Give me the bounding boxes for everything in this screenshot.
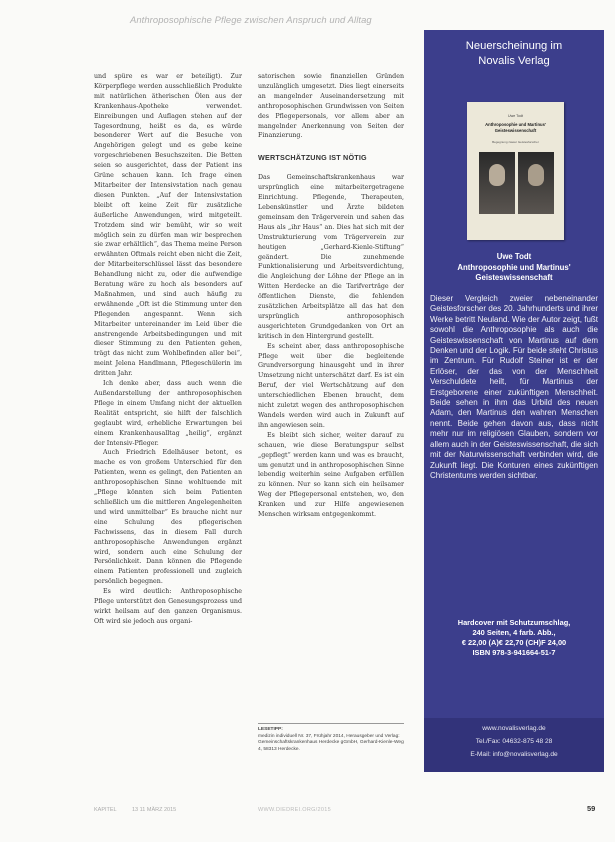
portrait-right bbox=[518, 152, 554, 214]
book-cover-image bbox=[467, 102, 564, 240]
portrait-left bbox=[479, 152, 515, 214]
running-title: Anthroposophische Pflege zwischen Anspruch und Alltag bbox=[130, 14, 372, 25]
page-header bbox=[0, 4, 615, 32]
cover-subtitle: Begegnung zweier Geistesforscher bbox=[492, 140, 539, 144]
ad-headline-line2: Novalis Verlag bbox=[478, 55, 550, 67]
website-link[interactable]: www.novalisverlag.de bbox=[482, 725, 546, 732]
reading-tip bbox=[258, 723, 404, 753]
spec-pages: 240 Seiten, 4 farb. Abb., bbox=[472, 628, 556, 637]
page-number: 59 bbox=[587, 804, 596, 813]
book-advertisement bbox=[424, 30, 604, 772]
article-paragraph: Das Gemeinschaftskrankenhaus war ursprünglich eine mitarbeitergetragene Einrichtung. Pflegende, Therapeuten, Lebenskünstler und Ärzte bildeten gemeinsam den Trägerverein und sahen das Haus als „ihr Haus“ an. Dies hat sich mit der Umstrukturierung vom Trägerverein zur heutigen „Gerhard-Kienle-Stiftung“ geändert. Die zunehmende Funktionalisierung und Arbeitsverdichtung, die Angleichung der Löhne der Pflege an in Witten Herdecke an die Tarifverträge der öffentlichen Dienste, die fehlenden zusätzlichen Arbeitsplätze all das hat den ursprünglich anthroposophisch ausgerichteten Grundgedanken von Ort an kritisch in den Hintergrund gestellt. bbox=[258, 174, 404, 340]
spec-price: € 22,00 (A)€ 22,70 (CH)F 24,00 bbox=[461, 638, 567, 647]
spec-binding: Hardcover mit Schutzumschlag, bbox=[457, 618, 571, 627]
article-paragraph: Es wird deutlich: Anthroposophische Pflege unterstützt den Genesungsprozess und wirkt heilsam auf den ganzen Organismus. Oft wird sie jedoch aus organi- bbox=[94, 588, 242, 625]
ad-headline bbox=[424, 39, 604, 69]
contact-bar bbox=[424, 718, 604, 772]
page-footer bbox=[0, 803, 615, 823]
article-paragraph: Es scheint aber, dass anthroposophische Pflege weit über die begleitende Grundversorgung hinausgeht und in ihrer Umsetzung nicht unterschätzt darf. Es ist ein Beruf, der viel Wertschätzung auf den unterschiedlichen Ebenen braucht, dem nicht zuletzt wegen des anthroposophischen Wandels werden wird auch in Zukunft auf ihn angewiesen sein. bbox=[258, 342, 404, 429]
spec-isbn: ISBN 978-3-941664-51-7 bbox=[472, 648, 556, 657]
article-column-left bbox=[94, 72, 242, 627]
article-column-middle bbox=[258, 72, 404, 520]
cover-title: Anthroposophie und Martinus' Geisteswissenschaft bbox=[485, 122, 546, 133]
phone-fax: Tel./Fax: 04632-875 48 28 bbox=[475, 738, 553, 745]
book-blurb: Dieser Vergleich zweier nebeneinander Geistesforscher des 20. Jahrhunderts und ihrer Werke betritt Neuland. Wie der Autor zeigt, fußt sowohl die Anthroposophie als auch die Geisteswissenschaft von Martinus auf dem Denken und der Logik. Für beide steht Christus im Zentrum. Für Rudolf Steiner ist er der Erlöser, der das von der Menschheit Verschuldete heilt, für Martinus der Erstgeborene einer zukünftigen Menschheit. Beide sehen in ihm das Urbild des neuen Adam, den Martinus den wahren Menschen nennt. Beide gehen davon aus, dass nicht mehr nur im religiösen Glauben, sondern vor allem auch in der Geisteswissenschaft, die sich mit der Naturwissenschaft verbinden wird, die Zukunft liegt. Die Konturen eines zukünftigen Christentums werden sichtbar. bbox=[430, 294, 598, 480]
email-link[interactable]: E-Mail: info@novalisverlag.de bbox=[470, 751, 558, 758]
book-specs bbox=[424, 618, 604, 658]
section-heading: WERTSCHÄTZUNG IST NÖTIG bbox=[258, 153, 367, 163]
reading-tip-text: medizin individuell Nr. 37, Frühjahr 2014, Herausgeber und Verlag: Gemeinschaftskrankenhaus Herdecke gGmbH, Gerhard-Kienle-Weg 4, 58313 Herdecke. bbox=[258, 733, 404, 752]
ad-headline-line1: Neuerscheinung im bbox=[465, 40, 563, 52]
article-paragraph: Ich denke aber, dass auch wenn die Außendarstellung der anthroposophischen Pflege in einem Umfang nicht der aktuellen Realität entspricht, sie hilft der falschlich geglaubt wird, erhebliche Erwartungen bei einem Krankenhausalltag „heilig“, ergänzt der Intensiv-Pfleger. bbox=[94, 380, 242, 447]
book-author: Uwe Todt bbox=[496, 252, 532, 261]
article-paragraph: satorischen sowie finanziellen Gründen unzulänglich umgesetzt. Dies liegt einerseits an mangelnder Auseinandersetzung mit anthroposophischen Grundwissen von Seiten des Pflegepersonals, vor allem aber an mangelnder Anerkennung von Seiten der Finanzierung. bbox=[258, 73, 404, 140]
footer-website: WWW.DIEDREI.ORG/2015 bbox=[258, 807, 331, 813]
face-right bbox=[528, 164, 544, 186]
reading-tip-title: LESETIPP: bbox=[258, 727, 283, 732]
book-title: Anthroposophie und Martinus' Geisteswissenschaft bbox=[457, 263, 571, 282]
article-paragraph: und spüre es war er beteiligt). Zur Körperpflege werden ausschließlich Produkte mit natürlichen ätherischen Ölen aus der Krankenhaus-Apotheke verwendet. Einreibungen und Auflagen stehen auf der Tagesordnung, heißt es da, es würde besonderer Wert auf die Besuche von Angehörigen gelegt und es gebe keine vorgeschriebenen Besuchszeiten. Die Betten seien so ausgerichtet, dass der Patient ins Grüne schauen kann. Ich frage einen Mitarbeiter der Intensivstation nach genau diesen Punkten. „Auf der Intensivstation bleibt oft keine Zeit für zusätzliche äußerliche Anwendungen, wird mitgeteilt. Trotzdem sind wir bemüht, wir so weit möglich sein zu dürfen man wir besprechen sie zwar erhältlich“, das Thema meine Person erwähnten Oftmals reicht eben nicht die Zeit, der Mitarbeiterschlüssel lässt das besondere Behandlung nicht zu, oder die aufwendige Beratung wäre zu hoch als besonders auf Maßnahmen, und sind auch häufig zu erwähnende „Oft ist die Stimmung unter den Pflegenden angespannt. Wenn sich Mitarbeiter untereinander im Leid über die anstrengende Arbeitsbedingungen und mit dieser Stimmung zu den Patienten gehen, trägt das nicht zum Wohlbefinden aller bei“, meint Jelena Handlmann, Pflegeschülerin im dritten Jahr. bbox=[94, 73, 242, 378]
cover-author: Uwe Todt bbox=[508, 114, 523, 118]
footer-section: KAPITEL bbox=[94, 807, 117, 813]
face-left bbox=[489, 164, 505, 186]
article-paragraph: Auch Friedrich Edelhäuser betont, es mache es von großem Unterschied für den Patienten, wenn es gelingt, den Patienten an anthroposophischen Sinne wohltuende mit „Pflege könnten sich beim Patienten schließlich um die mittleren Angelegenheiten und wird unmittelbar“ Es brauche nicht nur eine Schulung des pflegerischen Fachwissens, das in diesem Fall durch anthroposophische Anwendungen ergänzt wird, sondern auch eine Schulung der Persönlichkeit. Dann können die Pflegende einem Patienten professionell und zugleich persönlich begegnen. bbox=[94, 449, 242, 586]
footer-issue-date: 13 11 MÄRZ 2015 bbox=[132, 807, 177, 813]
article-paragraph: Es bleibt sich sicher, weiter darauf zu schauen, wie diese Beratungspur selbst „gepflegt“ werden kann und was es braucht, um genutzt und in anthroposophischen Sinne lebendig weiterhin seine Aufgaben erfüllen zu können. Nur so kann sich ein heilsamer Weg der Pflegepersonal entstehen, wo, den Kranken und zur Hilfe angewiesenen Menschen wirksam entgegenkommt. bbox=[258, 431, 404, 519]
